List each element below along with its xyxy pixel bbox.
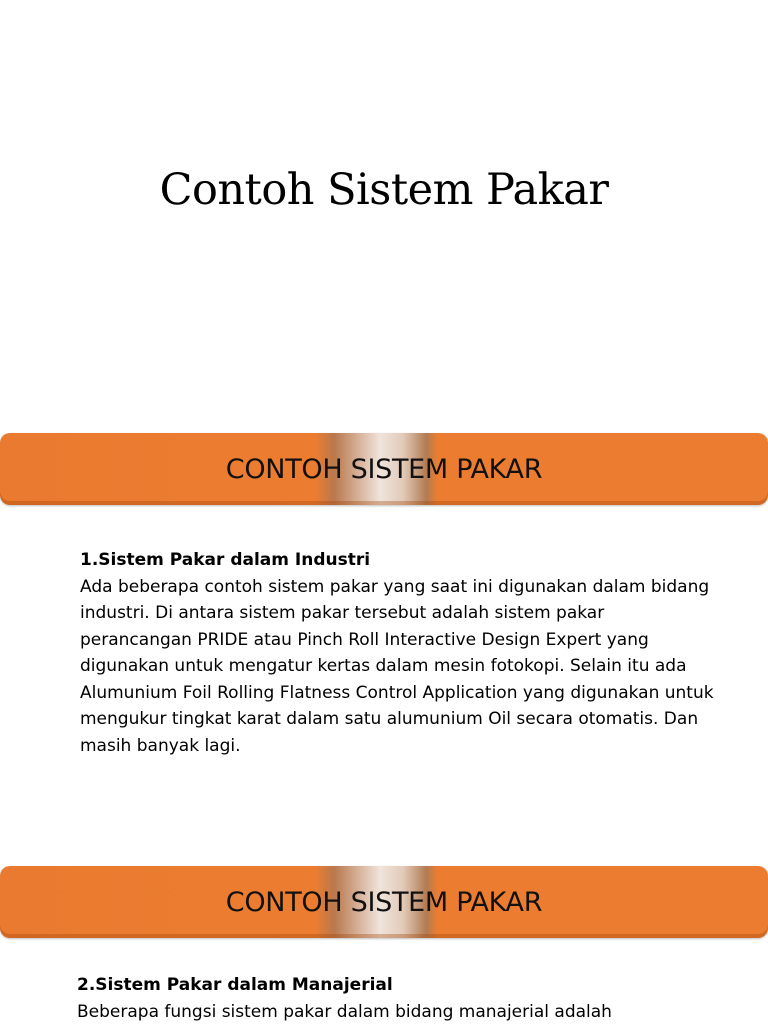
section-industri [80,547,720,759]
slide-title: Contoh Sistem Pakar [0,165,768,215]
section-manajerial [77,972,717,1025]
section-banner-2 [0,866,768,938]
section-banner-1 [0,433,768,505]
banner-label: CONTOH SISTEM PAKAR [226,454,542,485]
section-heading: 2.Sistem Pakar dalam Manajerial [77,972,717,999]
section-body: Ada beberapa contoh sistem pakar yang saat ini digunakan dalam bidang industri. Di antara sistem pakar tersebut adalah sistem pakar perancangan PRIDE atau Pinch Roll Interactive Design Expert yang digunakan untuk mengatur kertas dalam mesin fotokopi. Selain itu ada Alumunium Foil Rolling Flatness Control Application yang digunakan untuk mengukur tingkat karat dalam satu alumunium Oil secara otomatis. Dan masih banyak lagi. [80,574,720,760]
section-body: Beberapa fungsi sistem pakar dalam bidang manajerial adalah [77,999,717,1025]
section-heading: 1.Sistem Pakar dalam Industri [80,547,720,574]
banner-label: CONTOH SISTEM PAKAR [226,887,542,918]
